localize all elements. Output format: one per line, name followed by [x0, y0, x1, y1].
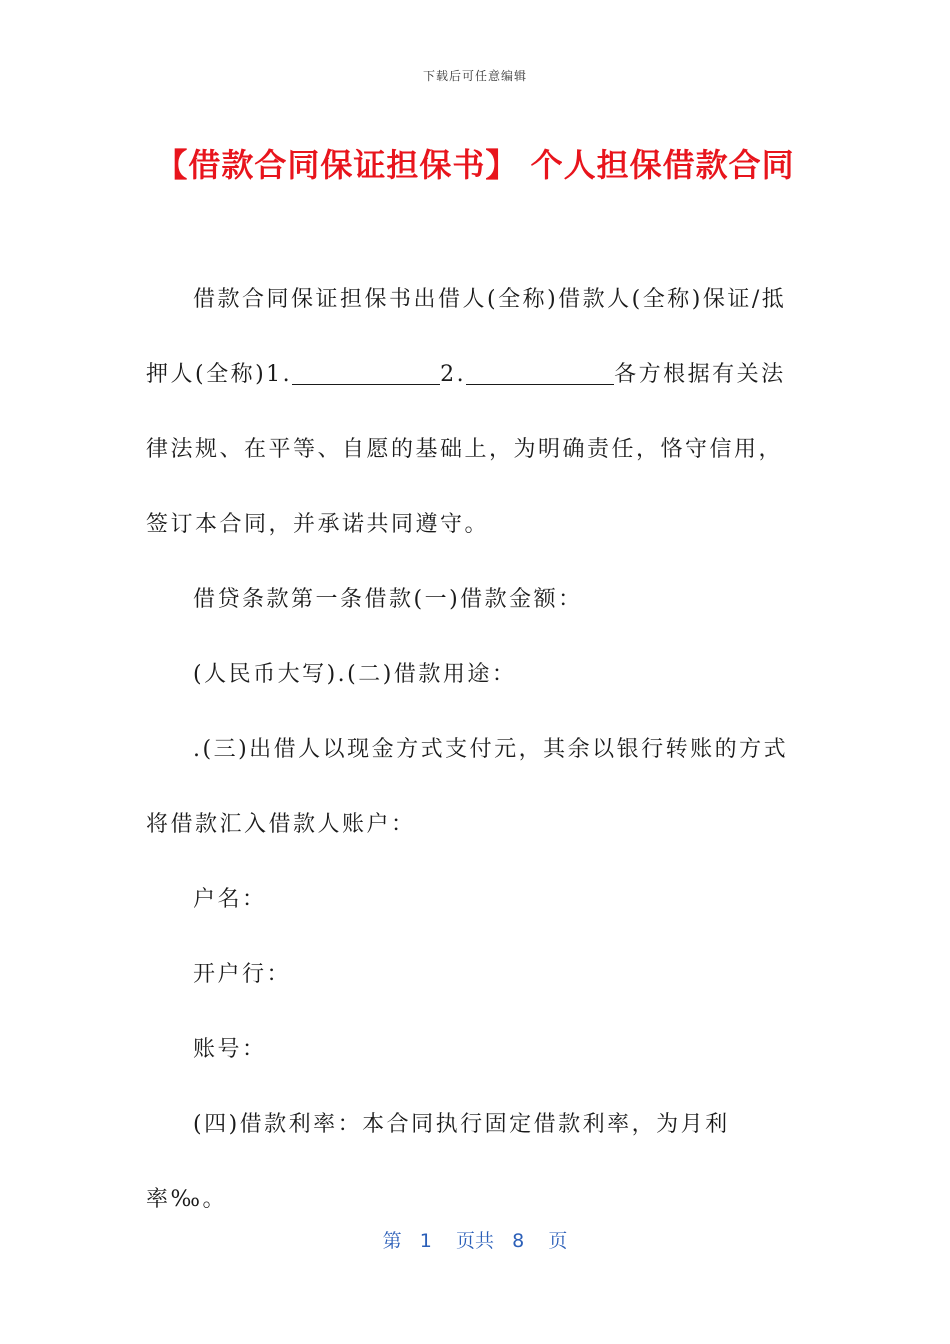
page-footer [0, 1226, 950, 1253]
page-suffix: 页 [548, 1230, 568, 1252]
page-middle: 页共 [455, 1230, 494, 1252]
paragraph-parties [146, 262, 806, 562]
total-pages-number: 8 [512, 1230, 525, 1252]
document-body [146, 262, 806, 1237]
parties-agreement-text: 各方根据有关法律法规、在平等、自愿的基础上，为明确责任，恪守信用，签订本合同，并承诺共同遵守。 [146, 362, 786, 537]
paragraph-payment-method: .(三)出借人以现金方式支付元，其余以银行转账的方式将借款汇入借款人账户： [146, 737, 789, 837]
document-title: 【借款合同保证担保书】 个人担保借款合同 [155, 146, 795, 184]
blank-line-1 [292, 362, 440, 385]
paragraph-bank: 开户行： [193, 962, 292, 987]
item-2-label: 2. [440, 362, 467, 387]
paragraph-loan-purpose: (人民币大写).(二)借款用途： [193, 662, 517, 687]
page-prefix: 第 [382, 1230, 402, 1252]
blank-line-2 [466, 362, 614, 385]
parties-text: 借款合同保证担保书出借人(全称)借款人(全称)保证/抵押人(全称)1. [146, 287, 787, 387]
paragraph-account-name: 户名： [193, 887, 267, 912]
paragraph-loan-amount: 借贷条款第一条借款(一)借款金额： [193, 587, 583, 612]
paragraph-account-number: 账号： [193, 1037, 267, 1062]
current-page-number: 1 [419, 1230, 432, 1252]
header-note: 下载后可任意编辑 [422, 69, 527, 83]
paragraph-interest-rate: (四)借款利率：本合同执行固定借款利率，为月利率‰。 [146, 1112, 730, 1212]
